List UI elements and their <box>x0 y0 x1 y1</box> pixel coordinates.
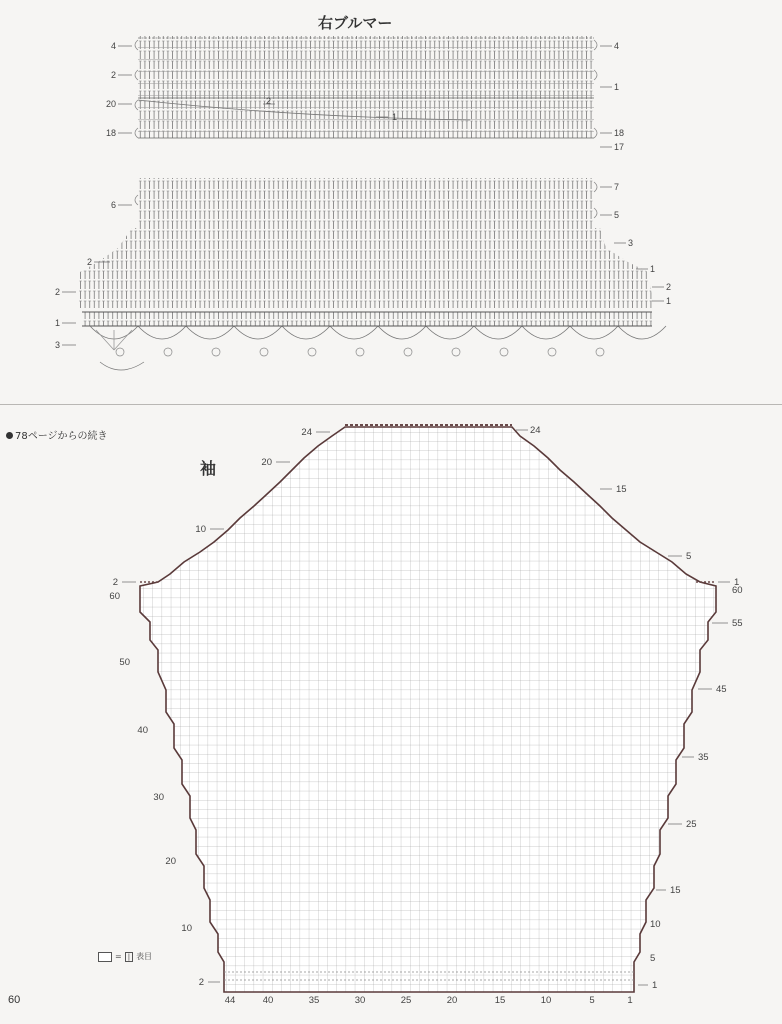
right-row-label: 1 <box>652 980 658 991</box>
right-row-label: 1 <box>392 112 398 122</box>
stitch-count-label: 20 <box>446 995 458 1006</box>
right-row-label: 15 <box>670 885 681 896</box>
right-row-label: 2 <box>266 96 272 106</box>
right-row-label: 3 <box>628 238 634 248</box>
left-row-label: 3 <box>54 340 60 350</box>
left-row-label: 18 <box>105 128 116 138</box>
right-row-label: 4 <box>614 41 620 51</box>
right-row-label: 15 <box>616 484 627 495</box>
left-row-label: 2 <box>54 287 60 297</box>
stitch-count-label: 25 <box>400 995 412 1006</box>
left-row-label: 20 <box>105 99 116 109</box>
left-row-label: 10 <box>181 923 192 934</box>
left-row-label: 20 <box>261 457 272 468</box>
right-row-label: 2 <box>666 282 672 292</box>
left-row-label: 40 <box>137 725 148 736</box>
left-row-label: 60 <box>109 591 120 602</box>
stitch-count-label: 35 <box>308 995 320 1006</box>
right-row-label: 7 <box>614 182 620 192</box>
right-row-label: 1 <box>734 577 740 588</box>
legend-label: 表目 <box>136 952 153 961</box>
right-row-label: 24 <box>530 425 541 436</box>
right-row-label: 25 <box>686 819 697 830</box>
legend-square-icon <box>98 952 112 962</box>
stitch-count-label: 1 <box>627 995 633 1006</box>
stitch-count-label: 40 <box>262 995 274 1006</box>
stitch-count-label: 15 <box>494 995 506 1006</box>
sleeve-title: 袖 <box>200 459 217 478</box>
right-row-label: 1 <box>650 264 656 274</box>
stitch-count-label: 10 <box>540 995 552 1006</box>
right-row-label: 17 <box>614 142 625 152</box>
stitch-count-label: 30 <box>354 995 366 1006</box>
left-row-label: 2 <box>198 977 204 988</box>
right-row-label: 1 <box>666 296 672 306</box>
page-number: 60 <box>8 994 21 1006</box>
left-row-label: 10 <box>195 524 206 535</box>
right-row-label: 10 <box>650 919 661 930</box>
left-row-label: 30 <box>153 792 164 803</box>
left-row-label: 1 <box>54 318 60 328</box>
left-row-label: 50 <box>119 657 130 668</box>
right-row-label: 45 <box>716 684 727 695</box>
left-row-label: 24 <box>301 427 312 438</box>
chart-legend: = | 表目 <box>98 951 152 962</box>
right-row-label: 35 <box>698 752 709 763</box>
right-row-label: 55 <box>732 618 743 629</box>
top-diagram-title: 右ブルマー <box>318 14 393 32</box>
left-row-label: 2 <box>86 257 92 267</box>
right-row-label: 18 <box>614 128 625 138</box>
left-row-label: 2 <box>110 70 116 80</box>
right-row-label: 60 <box>732 585 743 596</box>
left-row-label: 6 <box>110 200 116 210</box>
stitch-grid <box>130 420 730 1000</box>
right-row-label: 5 <box>686 551 692 562</box>
right-row-label: 5 <box>614 210 620 220</box>
left-row-label: 2 <box>112 577 118 588</box>
legend-symbol: | <box>125 952 133 962</box>
continuation-text: 78ページからの続き <box>15 431 108 442</box>
right-row-label: 1 <box>614 82 620 92</box>
left-row-label: 20 <box>165 856 176 867</box>
right-row-label: 5 <box>650 953 656 964</box>
stitch-count-label: 44 <box>224 995 236 1006</box>
stitch-count-label: 5 <box>589 995 595 1006</box>
left-row-label: 4 <box>110 41 116 51</box>
